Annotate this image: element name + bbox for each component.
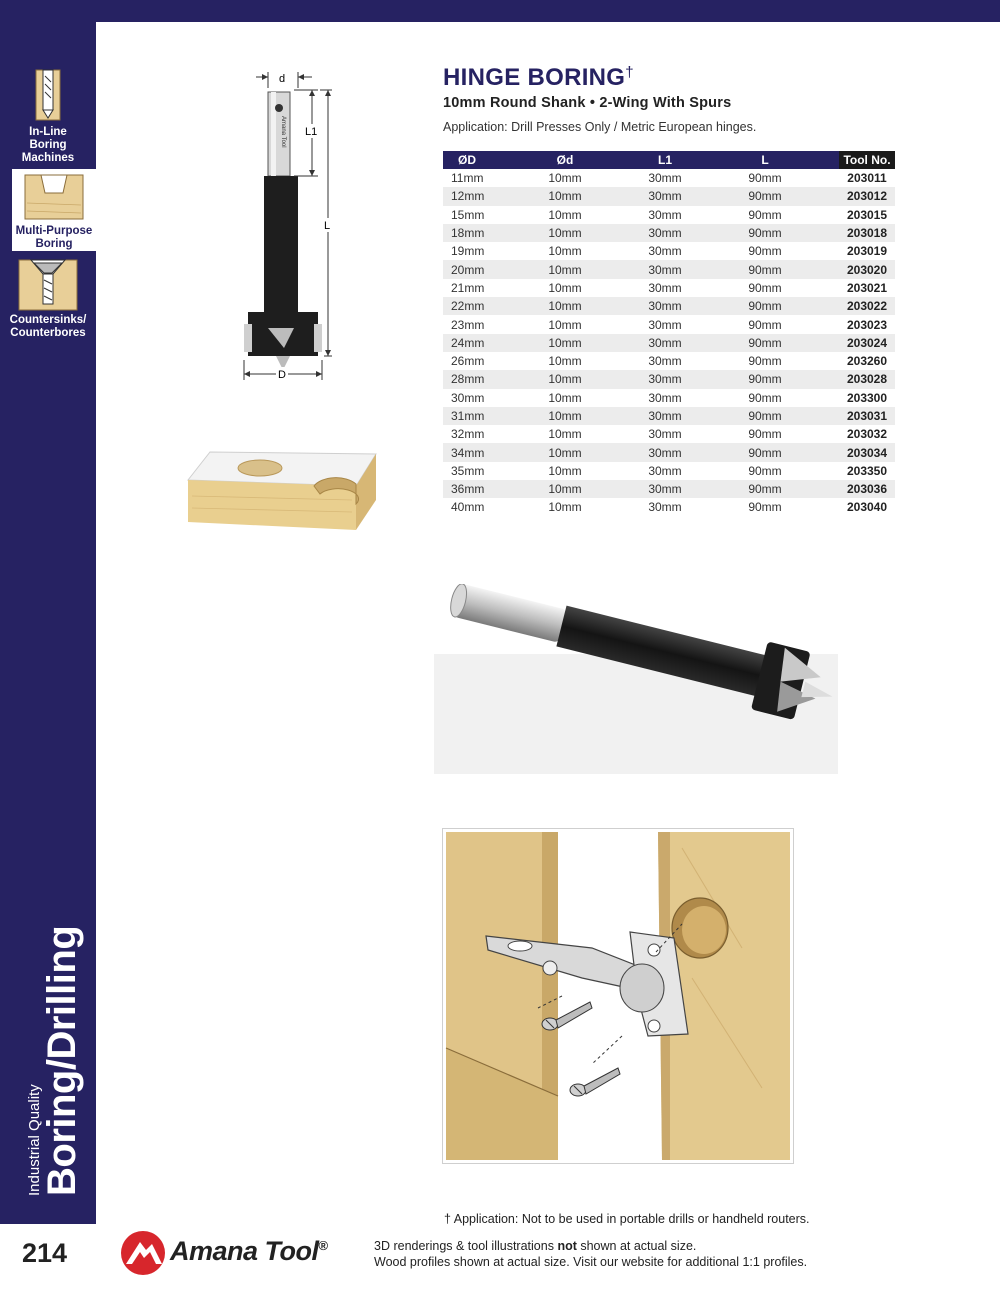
table-row	[443, 187, 895, 205]
product-subtitle: 10mm Round Shank • 2-Wing With Spurs	[443, 95, 732, 111]
cell-cutting-length: 30mm	[648, 207, 682, 222]
cell-overall-length: 90mm	[748, 463, 782, 478]
cell-shank-diameter: 10mm	[548, 280, 582, 295]
cell-shank-diameter: 10mm	[491, 480, 639, 498]
cell-overall-length: 90mm	[748, 244, 782, 259]
cell-tool-number: 203300	[846, 390, 888, 405]
col-header-tool-number: Tool No.	[839, 151, 895, 169]
cell-shank-diameter: 10mm	[491, 407, 639, 425]
disclaimer-line-2: Wood profiles shown at actual size. Visit our website for additional 1:1 profiles.	[374, 1255, 808, 1269]
table-row	[443, 462, 895, 480]
cell-shank-diameter: 10mm	[548, 354, 582, 369]
cell-cutting-diameter: 30mm	[451, 390, 485, 405]
cell-shank-diameter: 10mm	[548, 244, 582, 259]
cell-tool-number: 203022	[839, 297, 895, 315]
cell-shank-diameter: 10mm	[491, 224, 639, 242]
cell-overall-length: 90mm	[748, 500, 782, 515]
table-row	[443, 480, 895, 498]
sidebar-item-label: Multi-Purpose Boring	[15, 225, 93, 250]
table-row	[443, 498, 895, 516]
cell-cutting-diameter: 22mm	[443, 297, 491, 315]
cell-shank-diameter: 10mm	[491, 334, 639, 352]
cell-overall-length: 90mm	[691, 297, 839, 315]
cell-tool-number: 203036	[839, 480, 895, 498]
brand-name: Amana Tool®	[170, 1236, 328, 1266]
table-row	[443, 425, 895, 443]
cell-cutting-length: 30mm	[639, 407, 691, 425]
cell-tool-number: 203015	[846, 207, 888, 222]
cell-cutting-diameter: 34mm	[443, 443, 491, 461]
cell-tool-number: 203350	[846, 463, 888, 478]
cell-shank-diameter: 10mm	[548, 171, 582, 186]
cell-cutting-diameter: 32mm	[451, 427, 485, 442]
cell-cutting-diameter: 18mm	[443, 224, 491, 242]
cell-cutting-diameter: 23mm	[451, 317, 485, 332]
cell-cutting-diameter: 26mm	[451, 354, 485, 369]
table-row	[443, 443, 895, 461]
top-bar	[0, 0, 1000, 22]
table-row	[443, 206, 895, 224]
cell-tool-number: 203034	[839, 443, 895, 461]
cell-cutting-length: 30mm	[648, 354, 682, 369]
cell-cutting-length: 30mm	[639, 370, 691, 388]
cell-cutting-diameter: 20mm	[443, 260, 491, 278]
cell-tool-number: 203019	[846, 244, 888, 259]
table-row	[443, 279, 895, 297]
cell-overall-length: 90mm	[691, 370, 839, 388]
col-header-cutting-diameter: ØD	[443, 151, 491, 169]
sidebar	[0, 0, 96, 1224]
sidebar-item-multipurpose-boring[interactable]	[12, 169, 96, 251]
product-application: Application: Drill Presses Only / Metric European hinges.	[443, 120, 757, 134]
table-row	[443, 169, 895, 187]
table-row	[443, 224, 895, 242]
inline-boring-icon	[33, 68, 63, 124]
cell-overall-length: 90mm	[691, 187, 839, 205]
cell-cutting-length: 30mm	[648, 427, 682, 442]
table-row	[443, 407, 895, 425]
section-title: Boring/Drilling	[40, 925, 84, 1196]
cell-tool-number: 203023	[846, 317, 888, 332]
cell-overall-length: 90mm	[691, 407, 839, 425]
cell-cutting-length: 30mm	[648, 244, 682, 259]
cell-cutting-length: 30mm	[639, 224, 691, 242]
cell-overall-length: 90mm	[748, 317, 782, 332]
cell-tool-number: 203021	[846, 280, 888, 295]
cell-shank-diameter: 10mm	[548, 427, 582, 442]
section-subtitle: Industrial Quality	[26, 1084, 43, 1196]
cell-cutting-length: 30mm	[639, 443, 691, 461]
cell-tool-number: 203011	[847, 171, 887, 186]
cell-cutting-length: 30mm	[648, 280, 682, 295]
cell-cutting-diameter: 36mm	[443, 480, 491, 498]
cell-cutting-diameter: 15mm	[451, 207, 485, 222]
cell-overall-length: 90mm	[691, 224, 839, 242]
col-header-cutting-length: L1	[639, 151, 691, 169]
disclaimer-line-1: 3D renderings & tool illustrations not shown at actual size.	[374, 1239, 697, 1253]
cell-tool-number: 203040	[846, 500, 888, 515]
cell-cutting-length: 30mm	[639, 480, 691, 498]
cell-shank-diameter: 10mm	[548, 207, 582, 222]
hinge-illustration	[442, 828, 794, 1164]
cell-tool-number: 203024	[839, 334, 895, 352]
cell-cutting-diameter: 28mm	[443, 370, 491, 388]
cell-overall-length: 90mm	[691, 480, 839, 498]
cell-shank-diameter: 10mm	[548, 317, 582, 332]
footnote: † Application: Not to be used in portable drills or handheld routers.	[444, 1212, 810, 1226]
cell-overall-length: 90mm	[748, 354, 782, 369]
cell-cutting-diameter: 35mm	[451, 463, 485, 478]
cell-shank-diameter: 10mm	[491, 370, 639, 388]
cell-overall-length: 90mm	[748, 390, 782, 405]
cell-overall-length: 90mm	[691, 334, 839, 352]
dim-label-L1: L1	[305, 126, 318, 138]
sidebar-item-label: Countersinks/ Counterbores	[9, 314, 87, 339]
cell-cutting-diameter: 12mm	[443, 187, 491, 205]
sidebar-item-countersinks[interactable]	[0, 258, 96, 340]
cell-tool-number: 203018	[839, 224, 895, 242]
table-row	[443, 389, 895, 407]
cell-cutting-diameter: 11mm	[451, 171, 484, 186]
cell-cutting-length: 30mm	[648, 463, 682, 478]
cell-overall-length: 90mm	[748, 427, 782, 442]
cell-shank-diameter: 10mm	[491, 260, 639, 278]
table-row	[443, 334, 895, 352]
product-photo	[434, 584, 838, 774]
cell-shank-diameter: 10mm	[491, 187, 639, 205]
cell-cutting-diameter: 21mm	[451, 280, 485, 295]
dim-label-L: L	[324, 220, 331, 232]
cell-cutting-length: 30mm	[648, 390, 682, 405]
page-number: 214	[22, 1238, 68, 1268]
product-title: HINGE BORING†	[443, 64, 634, 91]
cell-overall-length: 90mm	[691, 260, 839, 278]
cell-cutting-length: 30mm	[639, 260, 691, 278]
spec-table	[443, 151, 895, 517]
shank-brand-text: Amana Tool	[280, 116, 286, 148]
cell-tool-number: 203028	[839, 370, 895, 388]
dim-label-d: d	[279, 73, 286, 85]
cell-cutting-length: 30mm	[648, 500, 682, 515]
table-row	[443, 352, 895, 370]
cell-cutting-diameter: 19mm	[451, 244, 485, 259]
bit-dimension-diagram	[236, 66, 346, 382]
cell-cutting-length: 30mm	[648, 171, 682, 186]
table-row	[443, 297, 895, 315]
cell-tool-number: 203260	[846, 354, 888, 369]
wood-profile-image	[180, 444, 380, 540]
cell-cutting-length: 30mm	[639, 297, 691, 315]
cell-cutting-length: 30mm	[639, 334, 691, 352]
amana-logo-icon	[120, 1230, 166, 1276]
cell-cutting-length: 30mm	[639, 187, 691, 205]
cell-cutting-diameter: 24mm	[443, 334, 491, 352]
cell-shank-diameter: 10mm	[491, 443, 639, 461]
cell-tool-number: 203020	[839, 260, 895, 278]
cell-shank-diameter: 10mm	[548, 390, 582, 405]
cell-shank-diameter: 10mm	[548, 500, 582, 515]
table-row	[443, 315, 895, 333]
sidebar-item-label: In-Line Boring Machines	[21, 126, 75, 164]
multipurpose-boring-icon	[23, 173, 85, 223]
cell-overall-length: 90mm	[748, 280, 782, 295]
cell-tool-number: 203032	[846, 427, 888, 442]
col-header-overall-length: L	[691, 151, 839, 169]
table-row	[443, 370, 895, 388]
dim-label-D: D	[278, 369, 286, 381]
cell-shank-diameter: 10mm	[548, 463, 582, 478]
cell-cutting-diameter: 31mm	[443, 407, 491, 425]
table-row	[443, 260, 895, 278]
table-row	[443, 242, 895, 260]
cell-cutting-length: 30mm	[648, 317, 682, 332]
cell-overall-length: 90mm	[748, 207, 782, 222]
cell-cutting-diameter: 40mm	[451, 500, 485, 515]
sidebar-item-inline-boring[interactable]	[0, 68, 96, 165]
cell-overall-length: 90mm	[691, 443, 839, 461]
table-header-row	[443, 151, 895, 169]
cell-overall-length: 90mm	[748, 171, 782, 186]
cell-tool-number: 203031	[839, 407, 895, 425]
cell-tool-number: 203012	[839, 187, 895, 205]
cell-shank-diameter: 10mm	[491, 297, 639, 315]
countersink-icon	[17, 258, 79, 312]
col-header-shank-diameter: Ød	[491, 151, 639, 169]
